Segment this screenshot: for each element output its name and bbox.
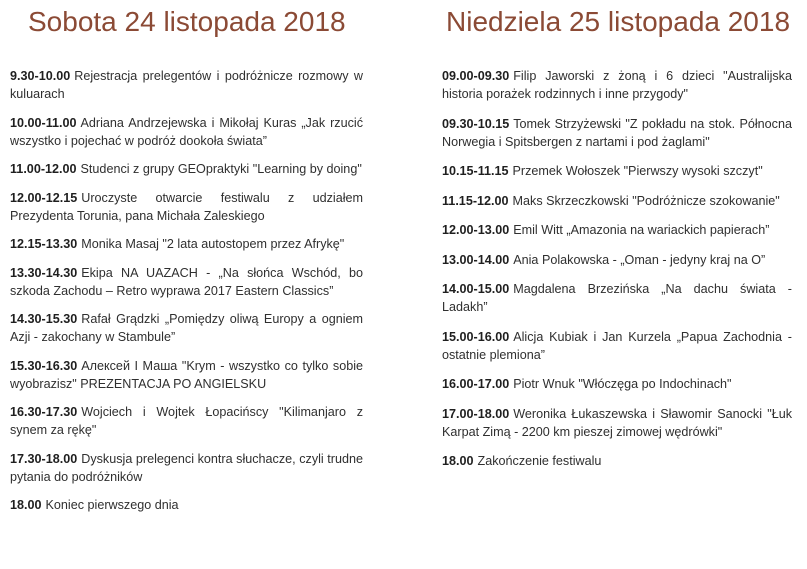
saturday-column	[10, 0, 363, 525]
entry-description: Weronika Łukaszewska i Sławomir Sanocki "Łuk Karpat Zimą - 2200 km pieszej zimowej wędrówki"	[442, 406, 792, 439]
schedule-entry	[10, 114, 363, 150]
schedule-entry	[10, 67, 363, 103]
entry-description: Wojciech i Wojtek Łopacińscy "Kilimanjaro z synem za rękę"	[10, 405, 363, 437]
entry-description: Ekipa NA UAZACH - „Na słońca Wschód, bo szkoda Zachodu – Retro wyprawa 2017 Eastern Classics”	[10, 265, 363, 298]
schedule-entry	[10, 189, 363, 225]
schedule-entry	[442, 251, 792, 269]
entry-description: Rejestracja prelegentów i podróżnicze rozmowy w kuluarach	[10, 69, 363, 101]
entry-description: Ania Polakowska - „Oman - jedyny kraj na O”	[513, 252, 766, 267]
entry-description: Monika Masaj "2 lata autostopem przez Afrykę"	[81, 237, 345, 251]
entry-time: 15.00-16.00	[442, 329, 510, 344]
entry-time: 11.15-12.00	[442, 193, 509, 208]
entry-description: Koniec pierwszego dnia	[45, 498, 179, 512]
entry-time: 13.30-14.30	[10, 265, 78, 280]
entry-description: Rafał Grądzki „Pomiędzy oliwą Europy a ogniem Azji - zakochany w Stambule”	[10, 312, 363, 344]
saturday-title: Sobota 24 listopada 2018	[28, 6, 346, 37]
schedule-entry	[10, 450, 363, 486]
schedule-entry	[442, 67, 792, 103]
entry-time: 14.30-15.30	[10, 312, 78, 326]
entry-time: 11.00-12.00	[10, 162, 77, 176]
schedule-entry	[10, 264, 363, 300]
schedule-entry	[442, 405, 792, 441]
entry-description: Алексей I Маша "Krym - wszystko co tylko sobie wyobrazisz" PREZENTACJA PO ANGIELSKU	[10, 358, 363, 391]
entry-time: 12.00-13.00	[442, 223, 510, 237]
entry-time: 10.00-11.00	[10, 115, 77, 130]
schedule-entry	[10, 357, 363, 393]
entry-time: 15.30-16.30	[10, 358, 78, 373]
schedule-entry	[10, 310, 363, 346]
entry-time: 16.00-17.00	[442, 377, 510, 391]
entry-description: Filip Jaworski z żoną i 6 dzieci "Australijska historia porażek rodzinnych i inne przygody"	[442, 69, 792, 101]
entry-description: Alicja Kubiak i Jan Kurzela „Papua Zachodnia - ostatnie plemiona”	[442, 329, 792, 362]
entry-description: Magdalena Brzezińska „Na dachu świata - Ladakh”	[442, 282, 792, 314]
schedule-entry	[10, 160, 363, 178]
entry-time: 12.00-12.15	[10, 190, 78, 205]
schedule-entry	[10, 496, 363, 514]
entry-description: Uroczyste otwarcie festiwalu z udziałem Prezydenta Torunia, pana Michała Zaleskiego	[10, 190, 363, 223]
entry-description: Adriana Andrzejewska i Mikołaj Kuras „Jak rzucić wszystko i pojechać w podróż dookoła świata”	[10, 115, 363, 148]
entry-time: 13.00-14.00	[442, 252, 510, 267]
schedule-entry	[442, 328, 792, 364]
entry-description: Zakończenie festiwalu	[477, 454, 602, 468]
entry-description: Piotr Wnuk "Włóczęga po Indochinach"	[513, 377, 732, 391]
entry-time: 18.00	[10, 498, 42, 512]
entry-time: 17.30-18.00	[10, 451, 78, 466]
entry-time: 16.30-17.30	[10, 405, 78, 419]
sunday-column	[442, 0, 792, 482]
saturday-schedule-list	[10, 67, 363, 514]
entry-time: 12.15-13.30	[10, 237, 78, 251]
entry-description: Emil Witt „Amazonia na wariackich papierach”	[513, 223, 770, 237]
sunday-title: Niedziela 25 listopada 2018	[446, 6, 791, 37]
schedule-entry	[442, 452, 792, 470]
sunday-schedule-list	[442, 67, 792, 470]
schedule-entry	[442, 192, 792, 210]
entry-time: 17.00-18.00	[442, 406, 510, 421]
schedule-entry	[442, 375, 792, 393]
entry-time: 09.30-10.15	[442, 116, 510, 131]
entry-time: 18.00	[442, 454, 474, 468]
entry-time: 14.00-15.00	[442, 282, 510, 296]
entry-time: 09.00-09.30	[442, 69, 510, 83]
entry-description: Przemek Wołoszek "Pierwszy wysoki szczyt"	[512, 164, 763, 178]
schedule-entry	[10, 403, 363, 439]
entry-description: Maks Skrzeczkowski "Podróżnicze szokowanie"	[512, 193, 780, 208]
schedule-entry	[442, 115, 792, 151]
schedule-entry	[442, 162, 792, 180]
entry-description: Tomek Strzyżewski "Z pokładu na stok. Północna Norwegia i Spitsbergen z nartami i pod żaglami"	[442, 116, 792, 149]
schedule-entry	[442, 280, 792, 316]
schedule-entry	[10, 235, 363, 253]
entry-description: Studenci z grupy GEOpraktyki "Learning by doing"	[80, 162, 362, 176]
entry-description: Dyskusja prelegenci kontra słuchacze, czyli trudne pytania do podróżników	[10, 451, 363, 484]
schedule-entry	[442, 221, 792, 239]
entry-time: 10.15-11.15	[442, 164, 509, 178]
entry-time: 9.30-10.00	[10, 69, 71, 83]
